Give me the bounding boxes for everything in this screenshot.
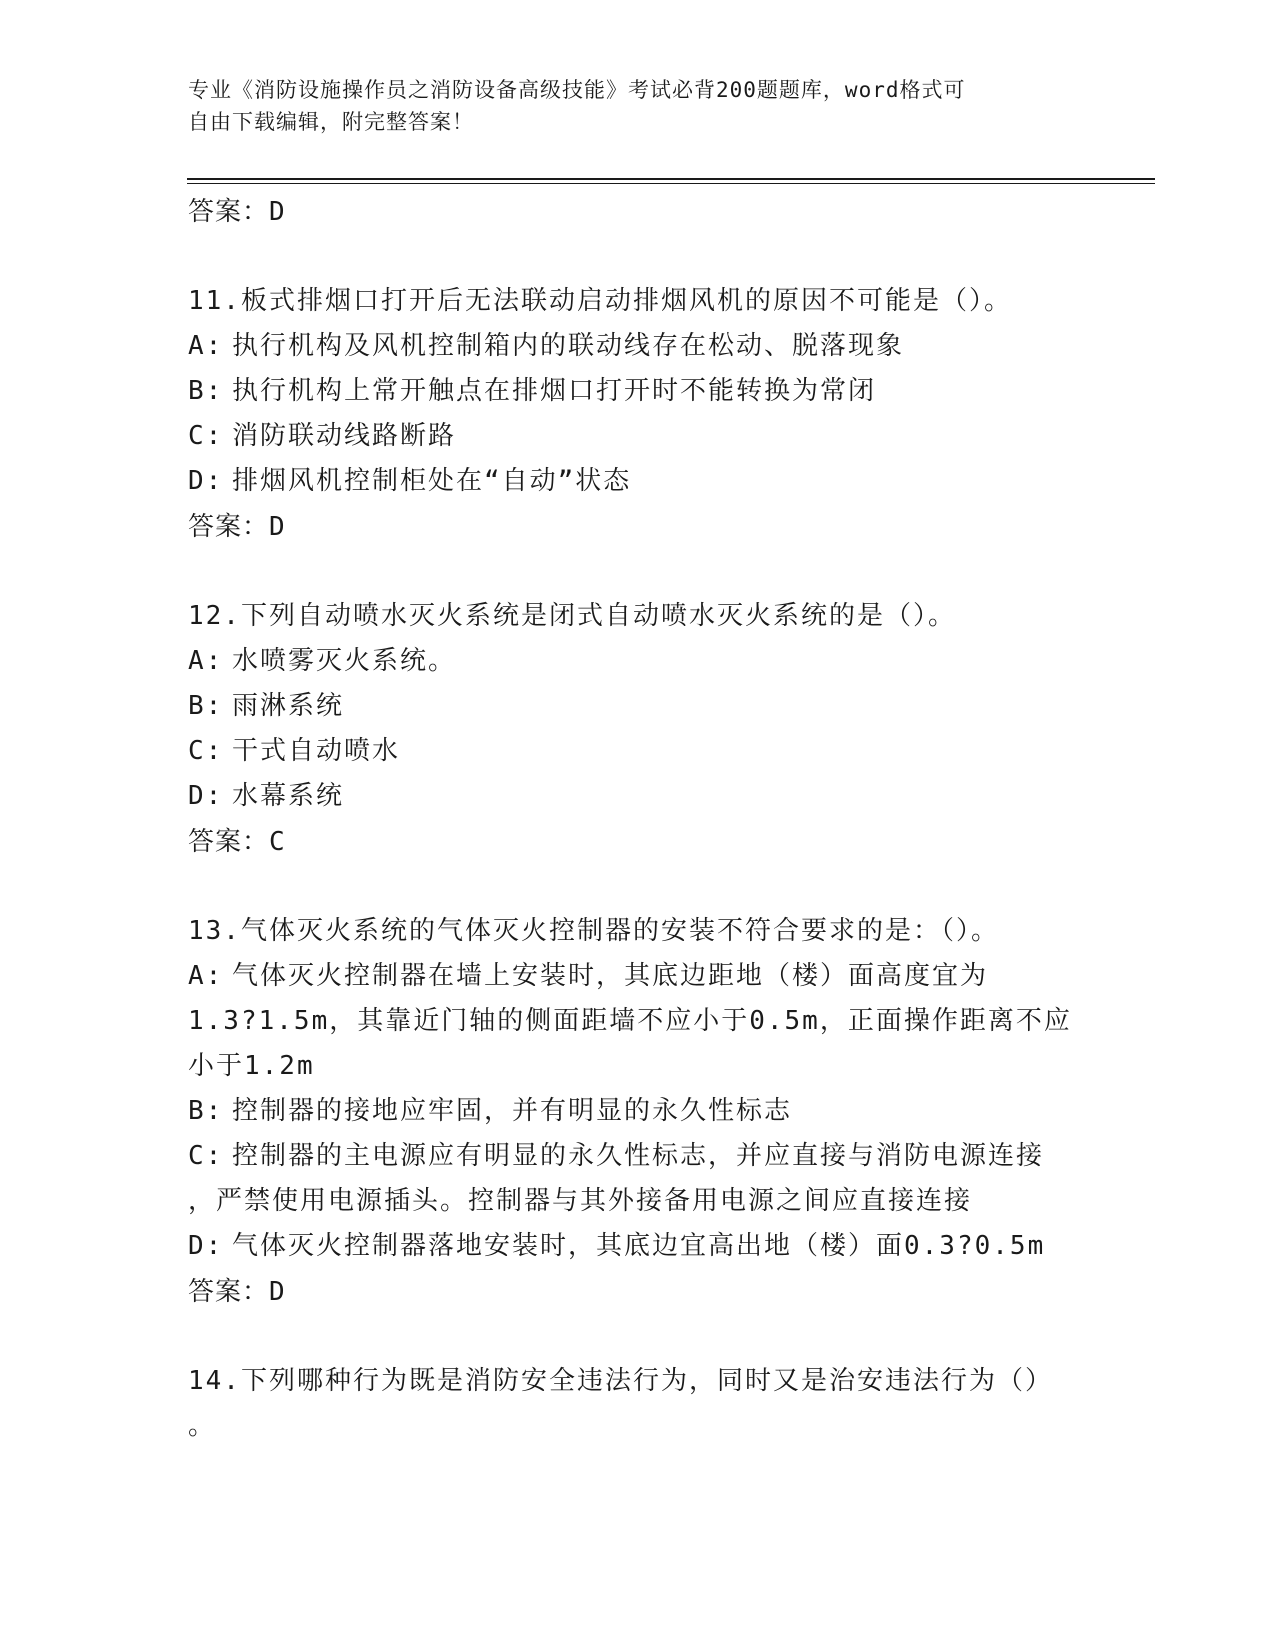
header-line-2: 自由下载编辑，附完整答案！ xyxy=(188,110,474,134)
option-text: 雨淋系统 xyxy=(232,691,345,721)
answer-value: D xyxy=(269,197,286,227)
option-letter: D: xyxy=(188,781,224,811)
question-block xyxy=(188,279,1088,550)
answer-label: 答案： xyxy=(188,1277,270,1307)
option-text-continuation: 1.3?1.5m，其靠近门轴的侧面距墙不应小于0.5m，正面操作距离不应 xyxy=(188,1006,1072,1036)
option-letter: B: xyxy=(188,1096,224,1126)
question-stem: 11.板式排烟口打开后无法联动启动排烟风机的原因不可能是（）。 xyxy=(188,286,1012,316)
option-letter: C: xyxy=(188,421,224,451)
option-line xyxy=(188,459,1088,504)
page-header xyxy=(188,74,1068,138)
answer-value: C xyxy=(269,827,286,857)
option-line xyxy=(188,684,1088,729)
question-stem: 13.气体灭火系统的气体灭火控制器的安装不符合要求的是：（）。 xyxy=(188,916,999,946)
option-text: 控制器的主电源应有明显的永久性标志，并应直接与消防电源连接 xyxy=(232,1141,1045,1171)
question-stem: 12.下列自动喷水灭火系统是闭式自动喷水灭火系统的是（）。 xyxy=(188,601,956,631)
option-letter: B: xyxy=(188,691,224,721)
answer-line xyxy=(188,819,1088,865)
option-letter: C: xyxy=(188,736,224,766)
answer-label: 答案： xyxy=(188,512,270,542)
question-stem: 14.下列哪种行为既是消防安全违法行为，同时又是治安违法行为（） xyxy=(188,1366,1053,1396)
option-text: 排烟风机控制柜处在“自动”状态 xyxy=(232,466,632,496)
option-text: 气体灭火控制器在墙上安装时，其底边距地（楼）面高度宜为 xyxy=(232,961,989,991)
option-text-continuation: ，严禁使用电源插头。控制器与其外接备用电源之间应直接连接 xyxy=(188,1186,973,1216)
option-text: 执行机构及风机控制箱内的联动线存在松动、脱落现象 xyxy=(232,331,905,361)
option-letter: D: xyxy=(188,1231,224,1261)
answer-value: D xyxy=(269,512,286,542)
answer-line xyxy=(188,1269,1088,1315)
option-line xyxy=(188,639,1088,684)
option-text: 水幕系统 xyxy=(232,781,345,811)
header-divider-thick xyxy=(187,178,1155,180)
option-line xyxy=(188,774,1088,819)
option-line xyxy=(188,369,1088,414)
option-letter: A: xyxy=(188,961,224,991)
option-line xyxy=(188,1134,1088,1179)
option-letter: D: xyxy=(188,466,224,496)
question-stem-continuation: 。 xyxy=(188,1411,217,1441)
option-letter: A: xyxy=(188,331,224,361)
answer-label: 答案： xyxy=(188,827,270,857)
option-line xyxy=(188,324,1088,369)
option-line xyxy=(188,729,1088,774)
option-letter: B: xyxy=(188,376,224,406)
option-line xyxy=(188,414,1088,459)
option-text: 干式自动喷水 xyxy=(232,736,401,766)
option-text: 气体灭火控制器落地安装时，其底边宜高出地（楼）面0.3?0.5m xyxy=(232,1231,1046,1261)
answer-line xyxy=(188,189,1088,235)
option-line xyxy=(188,954,1088,999)
option-letter: A: xyxy=(188,646,224,676)
answer-label: 答案： xyxy=(188,197,270,227)
option-text: 执行机构上常开触点在排烟口打开时不能转换为常闭 xyxy=(232,376,877,406)
answer-value: D xyxy=(269,1277,286,1307)
question-block xyxy=(188,594,1088,865)
header-line-1: 专业《消防设施操作员之消防设备高级技能》考试必背200题题库，word格式可 xyxy=(188,78,966,102)
question-block xyxy=(188,1359,1088,1449)
question-list xyxy=(188,189,1088,1449)
question-block xyxy=(188,909,1088,1315)
option-line xyxy=(188,1089,1088,1134)
header-divider-thin xyxy=(187,183,1155,184)
option-letter: C: xyxy=(188,1141,224,1171)
option-text: 水喷雾灭火系统。 xyxy=(232,646,457,676)
option-text: 消防联动线路断路 xyxy=(232,421,457,451)
option-line xyxy=(188,1224,1088,1269)
option-text-continuation: 小于1.2m xyxy=(188,1051,315,1081)
option-text: 控制器的接地应牢固，并有明显的永久性标志 xyxy=(232,1096,793,1126)
answer-line xyxy=(188,504,1088,550)
